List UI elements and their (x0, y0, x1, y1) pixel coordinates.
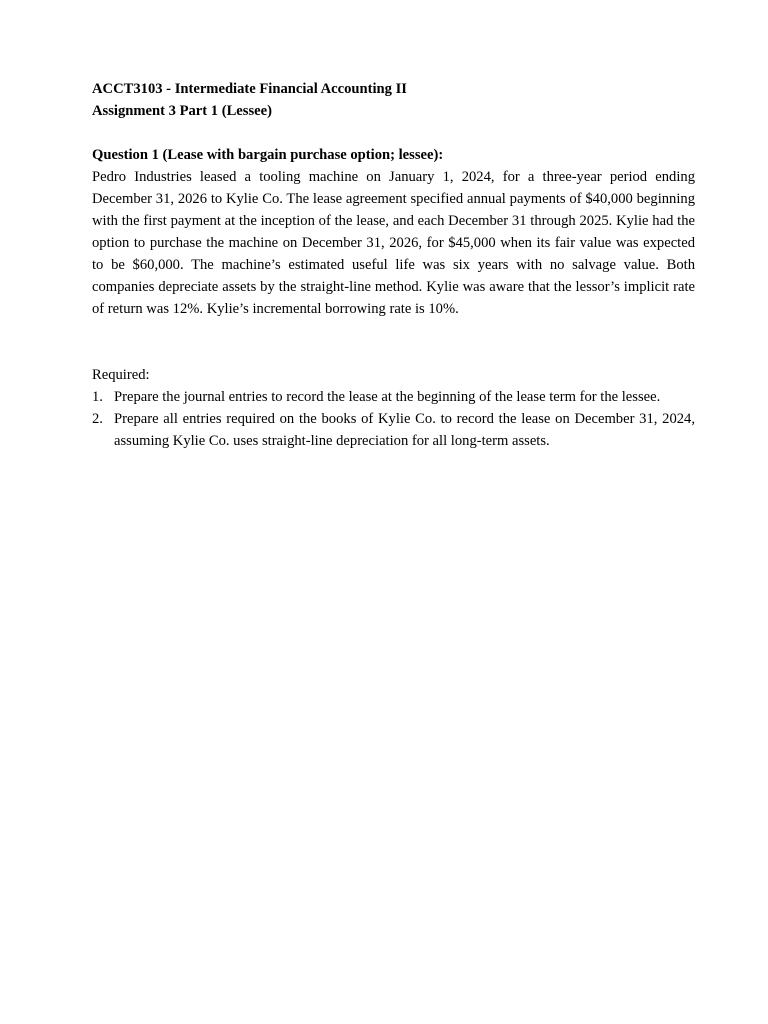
item-number: 1. (92, 389, 103, 405)
required-item (92, 386, 695, 408)
question-title: Question 1 (Lease with bargain purchase option; lessee): (92, 147, 444, 163)
required-item (92, 408, 695, 452)
spacer (92, 320, 695, 364)
item-text: Prepare the journal entries to record the lease at the beginning of the lease term for the lessee. (114, 389, 661, 405)
item-number: 2. (92, 411, 103, 427)
question-body: Pedro Industries leased a tooling machine on January 1, 2024, for a three-year period ending December 31, 2026 to Kylie Co. The lease agreement specified annual payments of $40,000 beginning with the first payment at the inception of the lease, and each December 31 through 2025. Kylie had the option to purchase the machine on December 31, 2026, for $45,000 when its fair value was expected to be $60,000. The machine’s estimated useful life was six years with no salvage value. Both companies depreciate assets by the straight-line method. Kylie was aware that the lessor’s implicit rate of return was 12%. Kylie’s incremental borrowing rate is 10%. (92, 169, 695, 317)
required-label: Required: (92, 367, 150, 383)
assignment-title: Assignment 3 Part 1 (Lessee) (92, 103, 272, 119)
required-list (92, 386, 695, 452)
course-title: ACCT3103 - Intermediate Financial Accounting II (92, 81, 407, 97)
document-page (92, 78, 695, 452)
spacer (92, 122, 695, 144)
item-text: Prepare all entries required on the books of Kylie Co. to record the lease on December 31, 2024, assuming Kylie Co. uses straight-line depreciation for all long-term assets. (114, 411, 695, 449)
